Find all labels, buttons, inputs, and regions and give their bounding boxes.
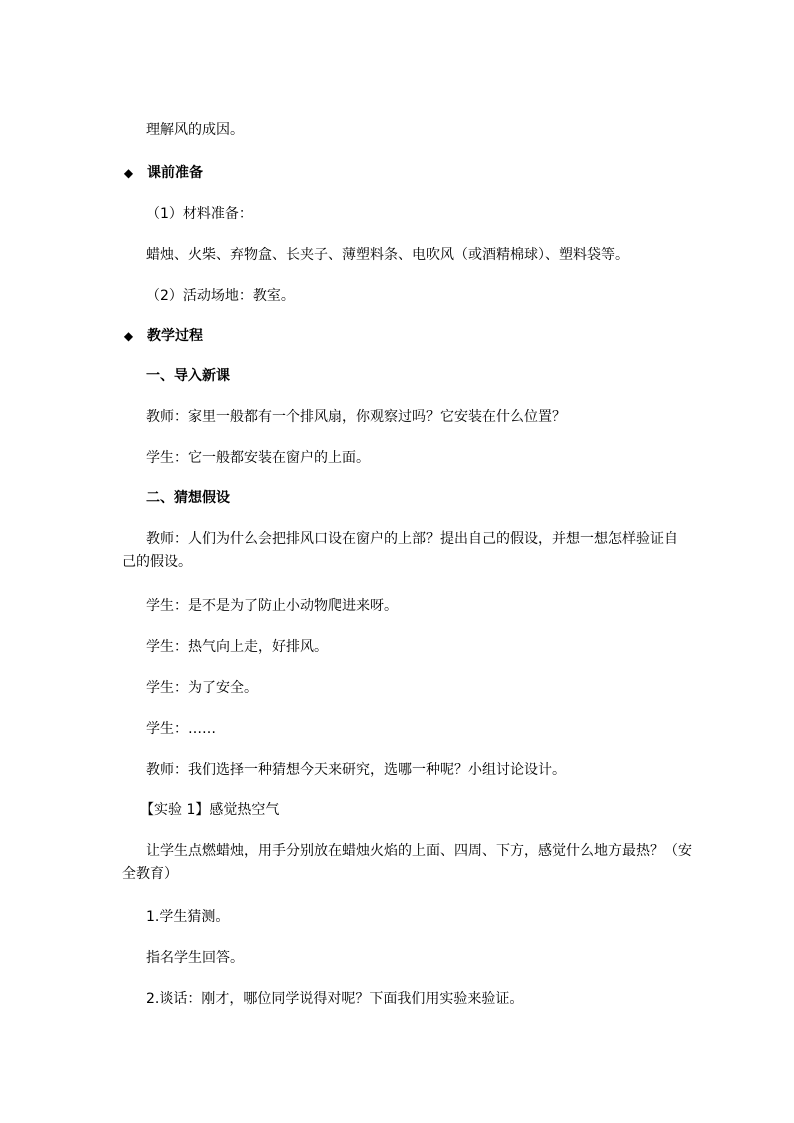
student-line: 学生：…… bbox=[146, 721, 216, 737]
diamond-bullet-icon: ◆ bbox=[123, 329, 134, 343]
teacher-line: 教师：家里一般都有一个排风扇，你观察过吗？它安装在什么位置？ bbox=[146, 409, 566, 425]
step-line: 2.谈话：刚才，哪位同学说得对呢？下面我们用实验来验证。 bbox=[146, 991, 524, 1007]
step-line: 1.学生猜测。 bbox=[146, 909, 230, 925]
intro-paragraph: 理解风的成因。 bbox=[146, 122, 244, 138]
subheading-hypothesis: 二、猜想假设 bbox=[146, 490, 230, 506]
student-line: 学生：是不是为了防止小动物爬进来呀。 bbox=[146, 598, 398, 614]
venue-paragraph: （2）活动场地：教室。 bbox=[146, 288, 295, 304]
diamond-bullet-icon: ◆ bbox=[123, 166, 134, 180]
student-line: 学生：为了安全。 bbox=[146, 680, 258, 696]
experiment-description: 让学生点燃蜡烛，用手分别放在蜡烛火焰的上面、四周、下方，感觉什么地方最热？（安全教育） bbox=[122, 843, 692, 882]
teacher-line: 教师：我们选择一种猜想今天来研究，选哪一种呢？小组讨论设计。 bbox=[146, 762, 566, 778]
materials-list: 蜡烛、火柴、弃物盒、长夹子、薄塑料条、电吹风（或酒精棉球）、塑料袋等。 bbox=[146, 247, 629, 263]
student-line: 学生：热气向上走，好排风。 bbox=[146, 639, 328, 655]
step-line: 指名学生回答。 bbox=[146, 950, 244, 966]
section-title: 教学过程 bbox=[147, 328, 203, 344]
section-heading-preparation bbox=[120, 163, 203, 184]
teacher-question: 教师：人们为什么会把排风口设在窗户的上部？提出自己的假设，并想一想怎样验证自己的假设。 bbox=[122, 531, 678, 570]
subheading-intro: 一、导入新课 bbox=[146, 368, 230, 384]
materials-label: （1）材料准备： bbox=[146, 206, 253, 222]
section-title: 课前准备 bbox=[147, 165, 203, 181]
section-heading-process bbox=[120, 326, 203, 347]
student-line: 学生：它一般都安装在窗户的上面。 bbox=[146, 450, 370, 466]
experiment-title: 【实验 1】感觉热空气 bbox=[140, 802, 280, 818]
